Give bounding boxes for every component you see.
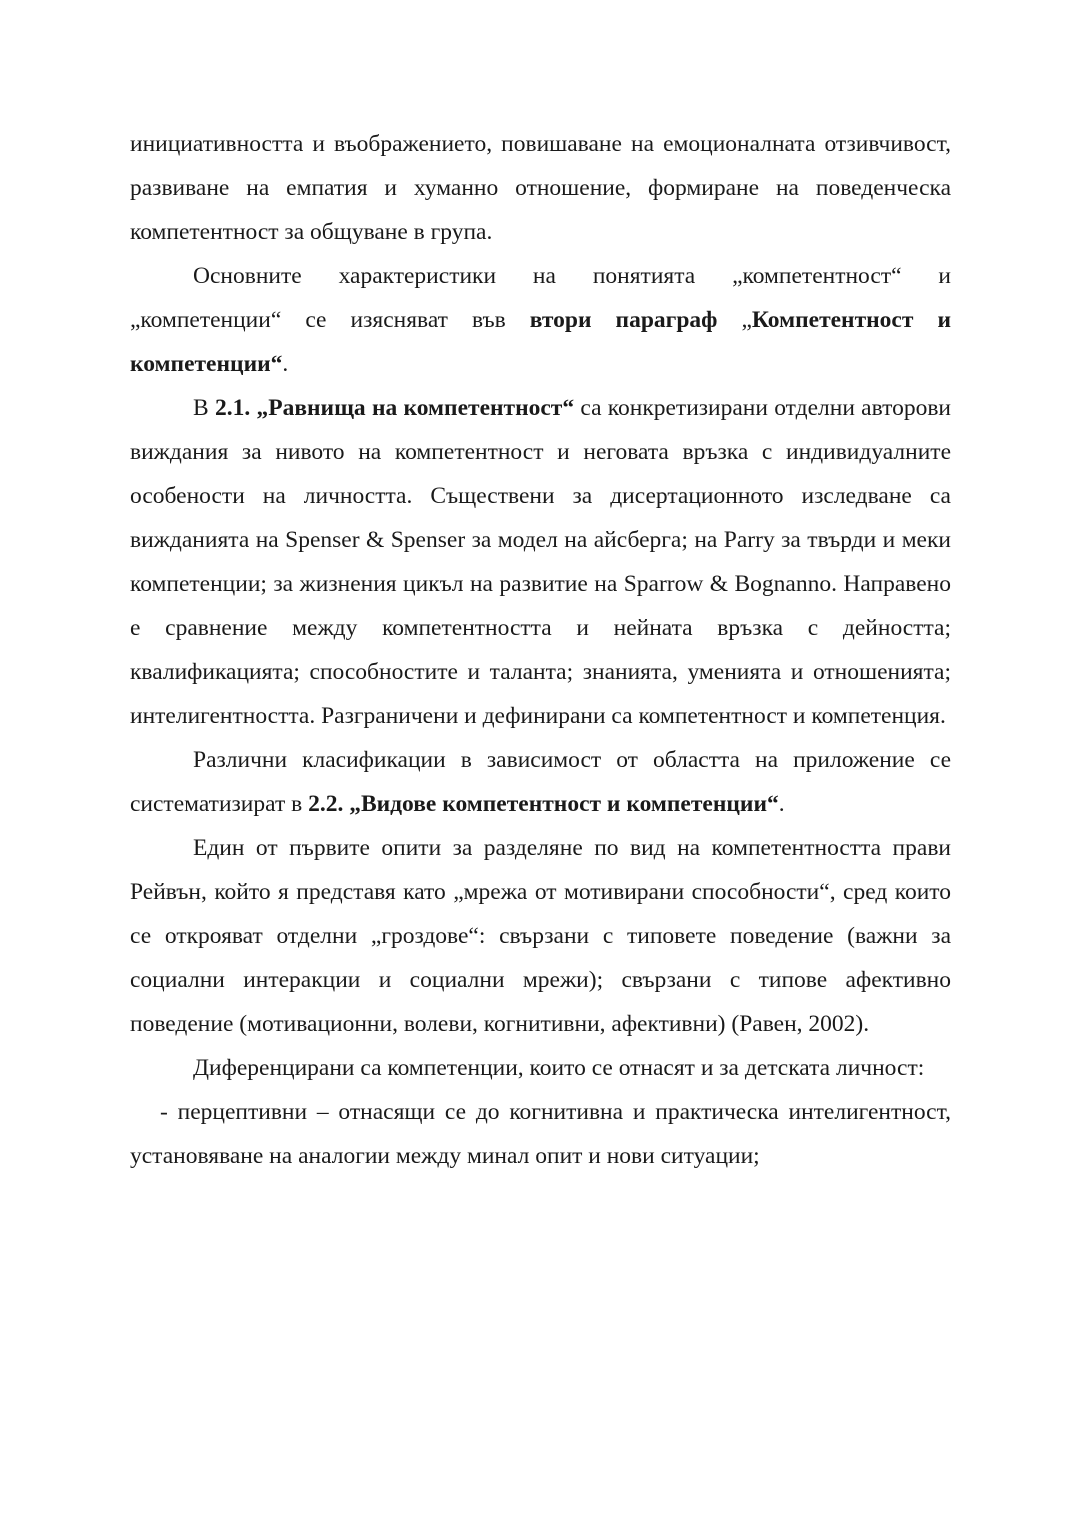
paragraph-4-text-2: . — [778, 791, 785, 817]
section-2-1-title: 2.1. „Равнища на компетентност“ — [214, 395, 575, 421]
paragraph-6-text: Диференцирани са компетенции, които се отнасят и за детската личност: — [193, 1055, 925, 1081]
list-item-text: - перцептивни – отнасящи се до когнитивна и практическа интелигентност, установяване на аналогии между минал опит и нови ситуации; — [130, 1099, 951, 1169]
paragraph-2-text-3: . — [282, 351, 289, 377]
paragraph-5-text: Един от първите опити за разделяне по вид на компетентността прави Рейвън, който я представя като „мрежа от мотивирани способности“, сред които се открояват отделни „гроздове“: свързани с типовете поведение (важни за социални интеракции и социални мрежи); свързани с типове афективно поведение (мотивационни, волеви, когнитивни, афективни) (Равен, 2002). — [130, 835, 951, 1037]
paragraph-1 — [130, 122, 951, 254]
paragraph-3 — [130, 386, 951, 738]
paragraph-4 — [130, 738, 951, 826]
document-page — [130, 122, 951, 1178]
paragraph-3-text-1: В — [193, 395, 215, 421]
list-item-perceptive — [130, 1090, 951, 1178]
paragraph-2-text-1: Основните характеристики на понятията „компетентност“ и „компетенции“ се изясняват във — [130, 263, 951, 333]
paragraph-2-bold-1: втори параграф — [529, 307, 742, 333]
section-2-2-title: 2.2. „Видове компетентност и компетенции“ — [308, 791, 779, 817]
paragraph-2 — [130, 254, 951, 386]
paragraph-5 — [130, 826, 951, 1046]
paragraph-3-text-2: са конкретизирани отделни авторови виждания за нивото на компетентност и неговата връзка с индивидуалните особености на личността. Съществени за дисертационното изследване са вижданията на Spenser & Spenser за модел на айсберга; на Parry за твърди и меки компетенции; за жизнения цикъл на развитие на Sparrow & Bognanno. Направено е сравнение между компетентността и нейната връзка с дейността; квалификацията; способностите и таланта; знанията, уменията и отношенията; интелигентността. Разграничени и дефинирани са компетентност и компетенция. — [130, 395, 951, 729]
paragraph-2-bold-2: Компетентност и компетенции“ — [130, 307, 951, 377]
paragraph-6 — [130, 1046, 951, 1090]
paragraph-1-text: инициативността и въображението, повишаване на емоционалната отзивчивост, развиване на емпатия и хуманно отношение, формиране на поведенческа компетентност за общуване в група. — [130, 131, 951, 245]
paragraph-2-text-2: „ — [741, 307, 752, 333]
paragraph-4-text-1: Различни класификации в зависимост от областта на приложение се систематизират в — [130, 747, 951, 817]
